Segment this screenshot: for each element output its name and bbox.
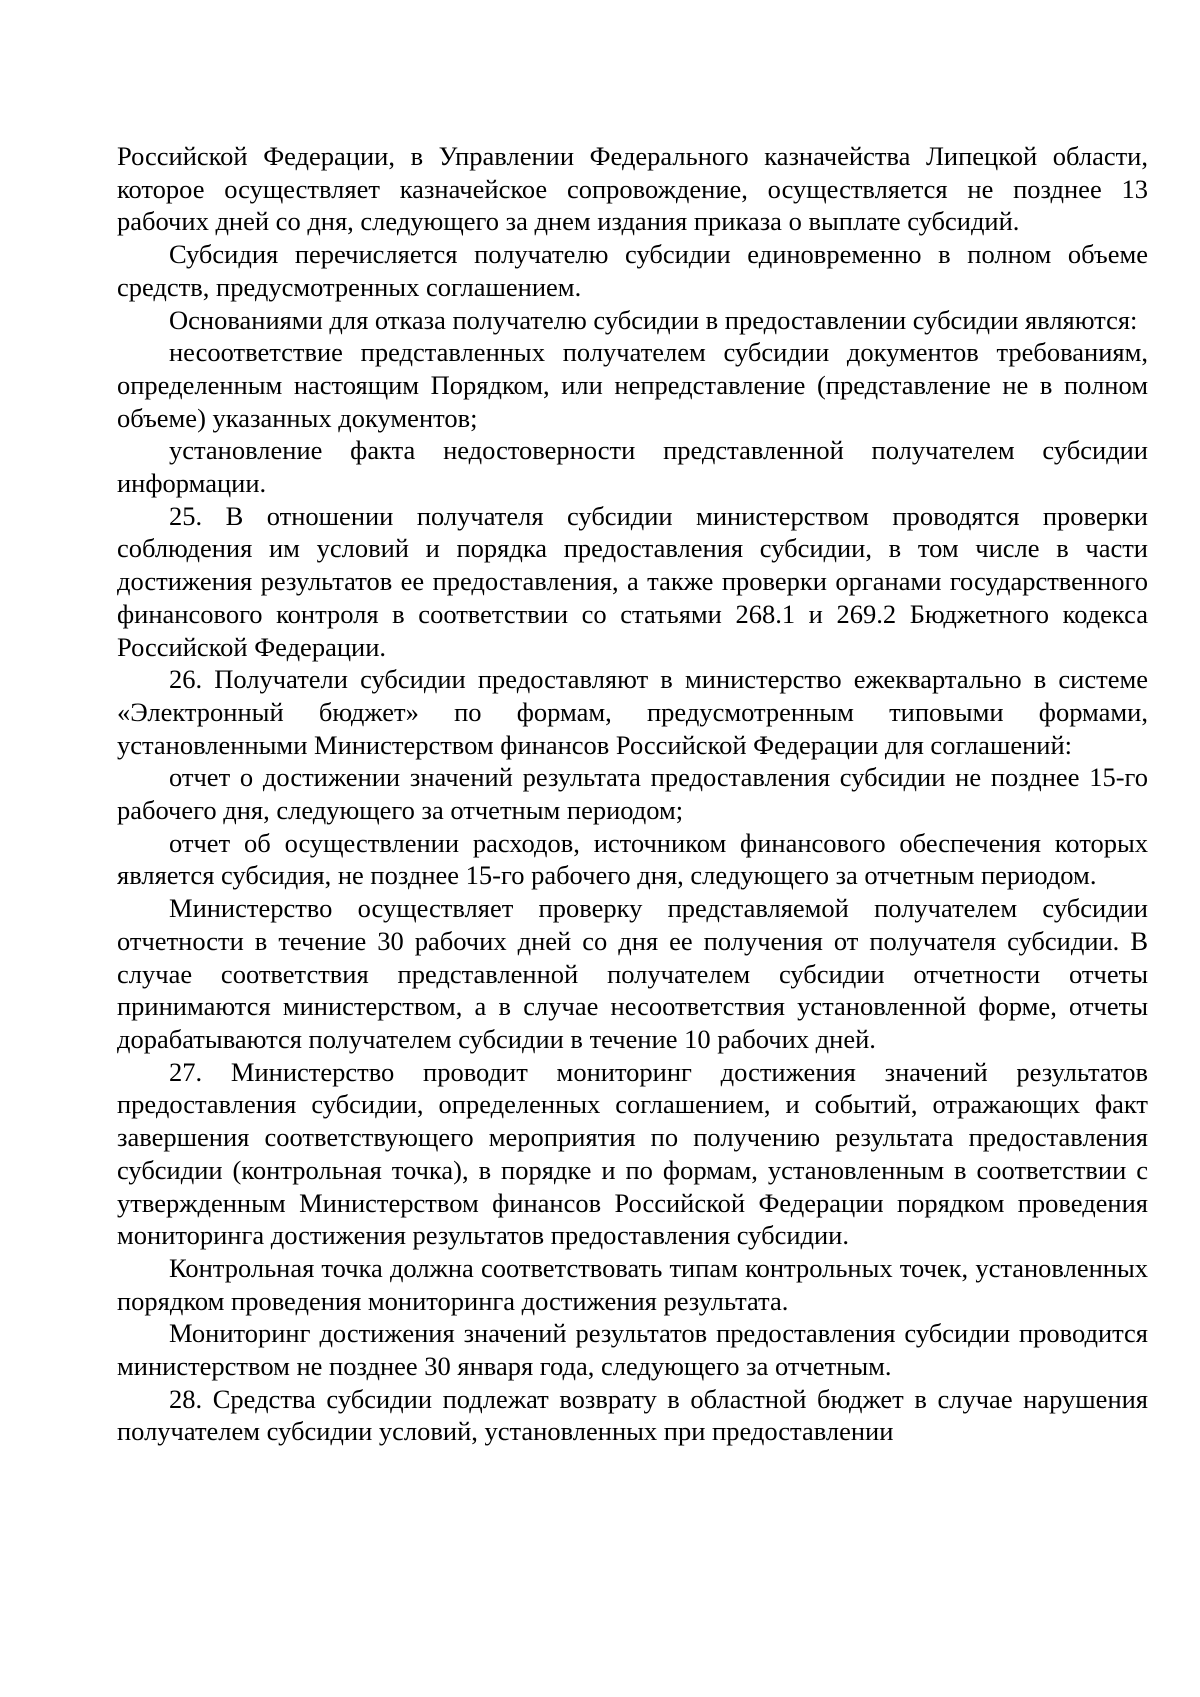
paragraph-clause-28: 28. Средства субсидии подлежат возврату в областной бюджет в случае нарушения получателем субсидии условий, установленных при предоставлении bbox=[117, 1383, 1148, 1447]
paragraph-report-results: отчет о достижении значений результата предоставления субсидии не позднее 15-го рабочего дня, следующего за отчетным периодом; bbox=[117, 762, 1148, 826]
paragraph-subsidy-transfer: Субсидия перечисляется получателю субсидии единовременно в полном объеме средств, предусмотренных соглашением. bbox=[117, 239, 1148, 302]
paragraph-clause-25: 25. В отношении получателя субсидии министерством проводятся проверки соблюдения им условий и порядка предоставления субсидии, в том числе в части достижения результатов ее предоставления, а также проверки органами государственного финансового контроля в соответствии со статьями 268.1 и 269.2 Бюджетного кодекса Российской Федерации. bbox=[117, 500, 1148, 662]
paragraph-continuation: Российской Федерации, в Управлении Федерального казначейства Липецкой области, которое осуществляет казначейское сопровождение, осуществляется не позднее 13 рабочих дней со дня, следующего за днем издания приказа о выплате субсидий. bbox=[117, 141, 1148, 237]
paragraph-report-check: Министерство осуществляет проверку представляемой получателем субсидии отчетности в течение 30 рабочих дней со дня ее получения от получателя субсидии. В случае соответствия представленной получателем субсидии отчетности отчеты принимаются министерством, а в случае несоответствия установленной форме, отчеты дорабатываются получателем субсидии в течение 10 рабочих дней. bbox=[117, 893, 1148, 1054]
paragraph-refusal-grounds: Основаниями для отказа получателю субсидии в предоставлении субсидии являются: bbox=[169, 304, 1138, 335]
paragraph-refusal-ground-1: несоответствие представленных получателем субсидии документов требованиям, определенным настоящим Порядком, или непредставление (представление не в полном объеме) указанных документов; bbox=[117, 337, 1148, 433]
paragraph-monitoring: Мониторинг достижения значений результатов предоставления субсидии проводится министерством не позднее 30 января года, следующего за отчетным. bbox=[117, 1318, 1148, 1382]
document-page bbox=[117, 140, 1148, 1448]
paragraph-report-expenses: отчет об осуществлении расходов, источником финансового обеспечения которых является субсидия, не позднее 15-го рабочего дня, следующего за отчетным периодом. bbox=[117, 827, 1148, 891]
paragraph-control-point: Контрольная точка должна соответствовать типам контрольных точек, установленных порядком проведения мониторинга достижения результата. bbox=[117, 1252, 1148, 1316]
paragraph-clause-26: 26. Получатели субсидии предоставляют в министерство ежеквартально в системе «Электронный бюджет» по формам, предусмотренным типовыми формами, установленными Министерством финансов Российской Федерации для соглашений: bbox=[117, 664, 1148, 760]
paragraph-clause-27: 27. Министерство проводит мониторинг достижения значений результатов предоставления субсидии, определенных соглашением, и событий, отражающих факт завершения соответствующего мероприятия по получению результата предоставления субсидии (контрольная точка), в порядке и по формам, установленным в соответствии с утвержденным Министерством финансов Российской Федерации порядком проведения мониторинга достижения результатов предоставления субсидии. bbox=[117, 1056, 1148, 1251]
paragraph-refusal-ground-2: установление факта недостоверности представленной получателем субсидии информации. bbox=[117, 435, 1148, 499]
